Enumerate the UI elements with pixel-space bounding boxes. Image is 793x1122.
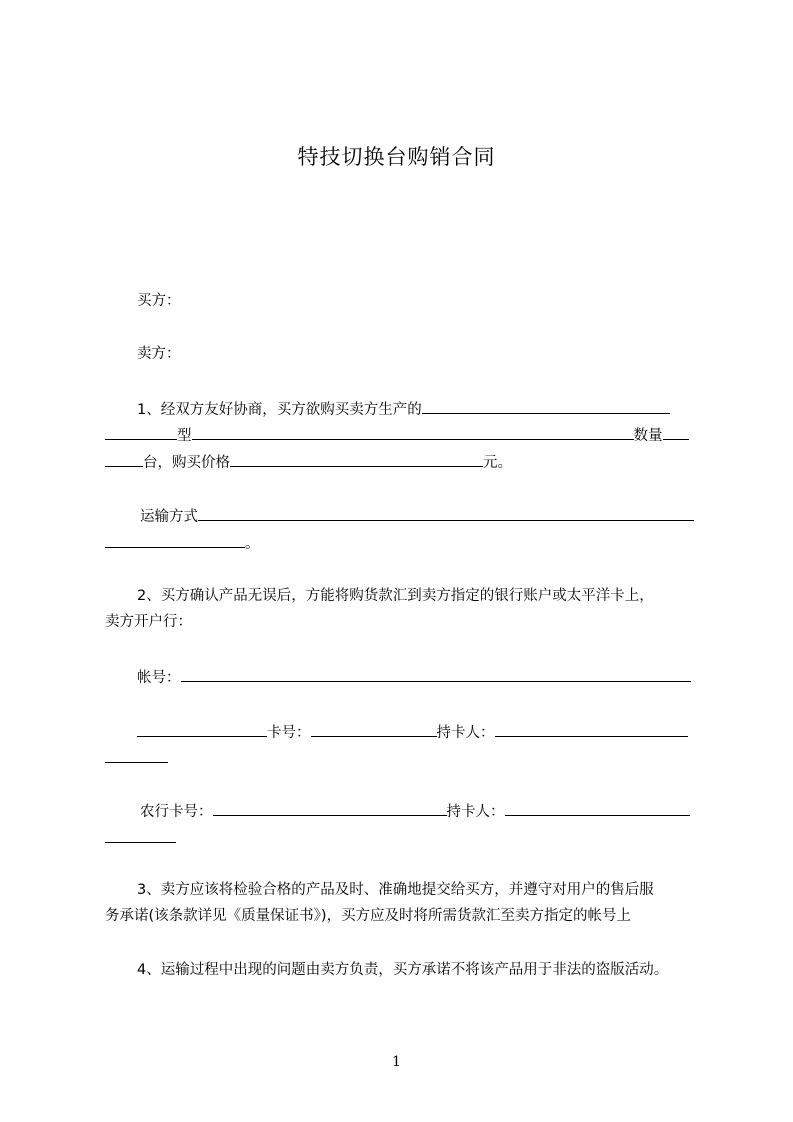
abc-holder-blank-2[interactable] xyxy=(105,827,176,843)
card-row1-line1 xyxy=(137,721,688,743)
bank-blank[interactable] xyxy=(137,721,267,737)
clause3-line1: 3、卖方应该将检验合格的产品及时、准确地提交给买方，并遵守对用户的售后服 xyxy=(137,882,654,898)
clause1-text: 1、经双方友好协商，买方欲购买卖方生产的 xyxy=(137,402,422,418)
account-label: 帐号： xyxy=(137,670,181,686)
clause2-line1: 2、买方确认产品无误后，方能将购货款汇到卖方指定的银行账户或太平洋卡上， xyxy=(137,588,654,604)
unit-price-label: 台，购买价格 xyxy=(143,455,230,471)
page-number: 1 xyxy=(392,1054,401,1070)
transport-line2 xyxy=(105,532,260,554)
seller-label: 卖方： xyxy=(137,346,181,362)
abc-holder-label: 持卡人： xyxy=(446,804,505,820)
transport-blank-1[interactable] xyxy=(198,505,694,521)
model-label: 型 xyxy=(177,428,192,444)
transport-end: 。 xyxy=(245,536,260,552)
product-blank[interactable] xyxy=(422,398,670,414)
clause1-line1 xyxy=(137,398,670,420)
quantity-label: 数量 xyxy=(633,428,663,444)
transport-line1 xyxy=(140,505,694,527)
account-line xyxy=(137,666,691,688)
clause1-line3 xyxy=(105,451,512,473)
transport-blank-2[interactable] xyxy=(105,532,245,548)
card-number-label: 卡号： xyxy=(267,725,311,741)
quantity-blank-2[interactable] xyxy=(105,451,143,467)
card-row1-line2 xyxy=(105,747,168,769)
card-number-blank[interactable] xyxy=(311,721,437,737)
price-blank[interactable] xyxy=(230,451,483,467)
abc-card-label: 农行卡号： xyxy=(140,804,213,820)
clause3-line2: 务承诺(该条款详见《质量保证书》)，买方应及时将所需货款汇至卖方指定的帐号上 xyxy=(105,908,632,924)
card-holder-blank-2[interactable] xyxy=(105,747,168,763)
abc-holder-blank[interactable] xyxy=(505,800,690,816)
transport-label: 运输方式 xyxy=(140,509,198,525)
model-blank[interactable] xyxy=(192,424,634,440)
yuan-label: 元。 xyxy=(483,455,512,471)
contract-title: 特技切换台购销合同 xyxy=(297,145,496,169)
card-holder-label: 持卡人： xyxy=(436,725,495,741)
quantity-blank-1[interactable] xyxy=(663,424,689,440)
abc-card-blank[interactable] xyxy=(213,800,447,816)
clause4-line: 4、运输过程中出现的问题由卖方负责，买方承诺不将该产品用于非法的盗版活动。 xyxy=(137,962,669,978)
card-row2-line2 xyxy=(105,827,176,849)
card-holder-blank[interactable] xyxy=(495,721,688,737)
buyer-label: 买方： xyxy=(137,293,181,309)
clause2-line2: 卖方开户行： xyxy=(105,614,192,630)
card-row2-line1 xyxy=(140,800,690,822)
clause1-line2 xyxy=(105,424,689,446)
model-prefix-blank[interactable] xyxy=(105,424,177,440)
account-blank[interactable] xyxy=(181,666,691,682)
